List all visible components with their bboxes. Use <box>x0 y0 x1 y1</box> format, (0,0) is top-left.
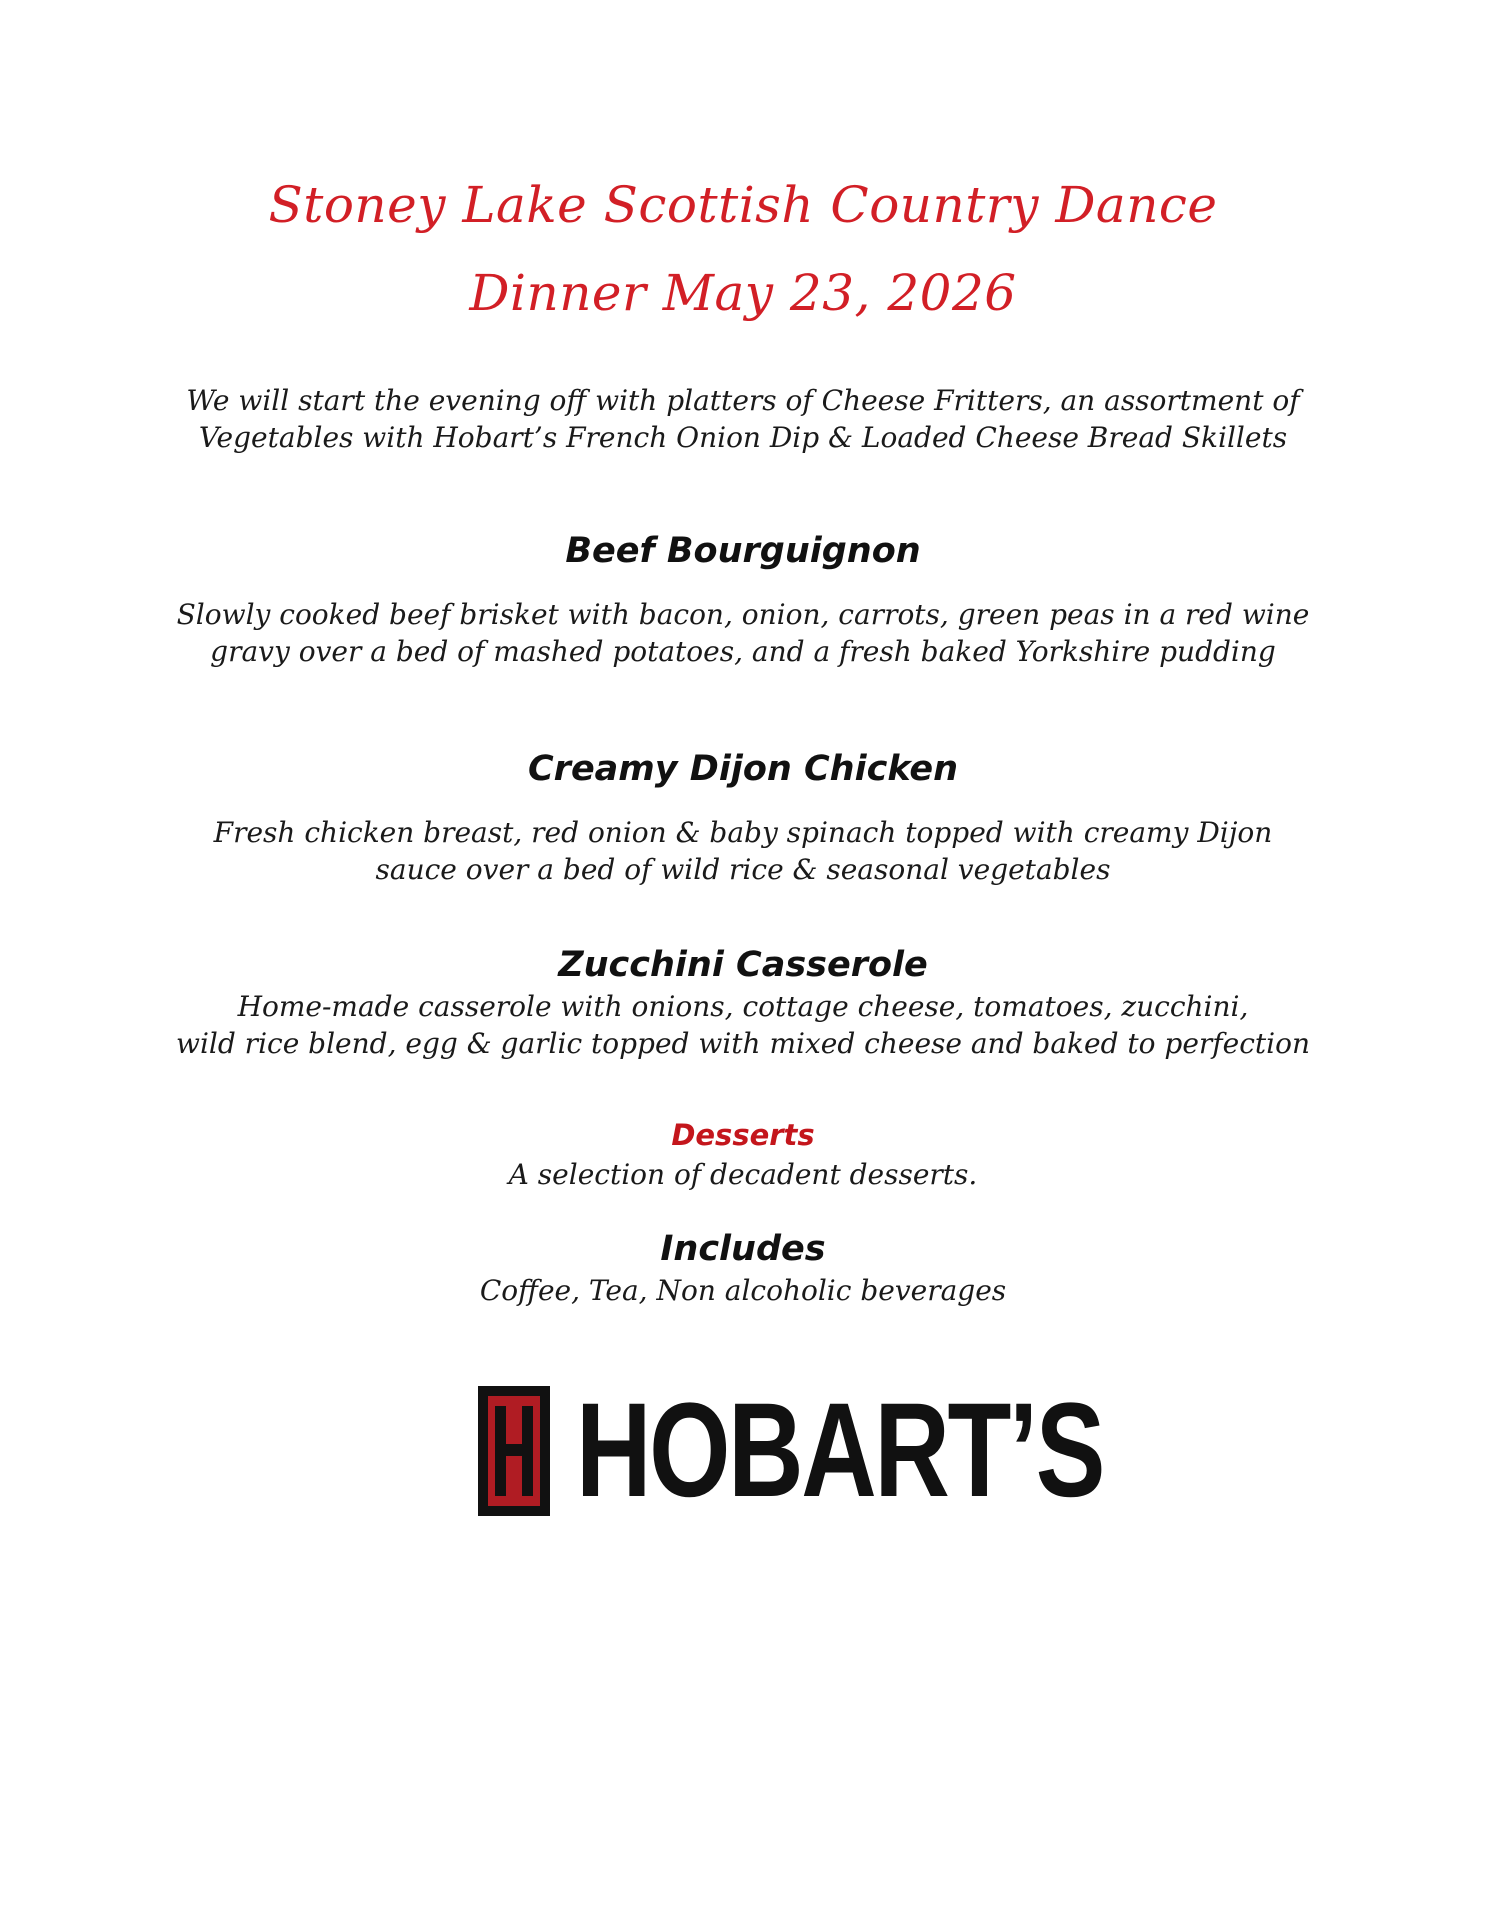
zucchini-casserole-heading: Zucchini Casserole <box>558 945 928 985</box>
dijon-chicken-heading: Creamy Dijon Chicken <box>528 749 958 789</box>
intro-line: Vegetables with Hobart’s French Onion Dip & Loaded Cheese Bread Skillets <box>198 421 1288 454</box>
h-letter-icon <box>488 1396 540 1506</box>
dijon-chicken-description <box>0 814 1486 888</box>
description-line: Home-made casserole with onions, cottage cheese, tomatoes, zucchini, <box>237 990 1249 1023</box>
beef-bourguignon-heading: Beef Bourguignon <box>565 531 921 571</box>
includes-description: Coffee, Tea, Non alcoholic beverages <box>479 1274 1007 1307</box>
dinner-date-title: Dinner May 23, 2026 <box>469 264 1017 322</box>
description-line: gravy over a bed of mashed potatoes, and a fresh baked Yorkshire pudding <box>210 635 1276 668</box>
event-title: Stoney Lake Scottish Country Dance <box>268 176 1218 234</box>
hobarts-logo <box>478 1376 1104 1525</box>
description-line: wild rice blend, egg & garlic topped with mixed cheese and baked to perfection <box>175 1027 1310 1060</box>
description-line: Slowly cooked beef brisket with bacon, onion, carrots, green peas in a red wine <box>176 598 1310 631</box>
hobarts-wordmark: HOBART’S <box>576 1376 1104 1525</box>
description-line: Fresh chicken breast, red onion & baby spinach topped with creamy Dijon <box>213 816 1273 849</box>
desserts-heading: Desserts <box>671 1118 815 1152</box>
includes-heading: Includes <box>660 1229 826 1269</box>
zucchini-casserole-description <box>0 988 1486 1062</box>
hobarts-logo-mark <box>478 1386 550 1516</box>
beef-bourguignon-description <box>0 596 1486 670</box>
intro-paragraph <box>0 382 1486 456</box>
desserts-description: A selection of decadent desserts. <box>508 1158 978 1191</box>
intro-line: We will start the evening off with platters of Cheese Fritters, an assortment of <box>186 384 1300 417</box>
description-line: sauce over a bed of wild rice & seasonal vegetables <box>375 853 1111 886</box>
